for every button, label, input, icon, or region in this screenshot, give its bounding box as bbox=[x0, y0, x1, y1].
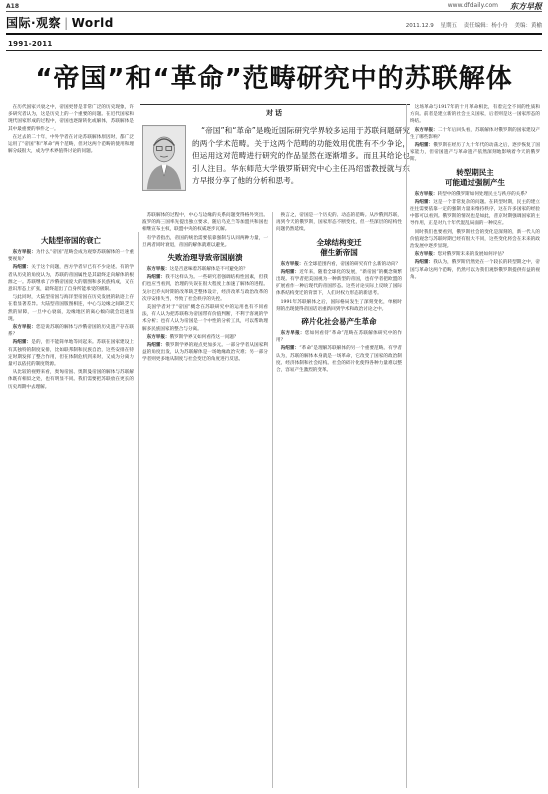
paragraph bbox=[276, 345, 402, 374]
intro-label: 对话 bbox=[266, 109, 284, 117]
series-rule bbox=[6, 50, 542, 51]
issue-date: 2011.12.9 bbox=[405, 23, 434, 29]
paragraph bbox=[8, 249, 134, 263]
speaker-label: 东方早报： bbox=[146, 267, 170, 273]
speaker-label: 东方早报： bbox=[280, 331, 305, 337]
speaker-label: 冯绍雷： bbox=[280, 346, 300, 352]
speaker-label: 冯绍雷： bbox=[414, 260, 434, 266]
article-column-1 bbox=[8, 232, 134, 788]
paragraph-text: 1991年苏联解体之后，国际格局发生了深刻变化，单极时刻的出现使得帝国话语重新回到学术和政治讨论之中。 bbox=[276, 299, 402, 312]
speaker-label: 东方早报： bbox=[146, 334, 170, 340]
subheading: 碎片化社会易产生革命 bbox=[301, 317, 377, 327]
paragraph-text: 您对俄罗斯未来的发展如何评估？ bbox=[437, 252, 507, 258]
speaker-label: 东方早报： bbox=[280, 261, 304, 267]
headline: “帝国”和“革命”范畴研究中的苏联解体 bbox=[35, 64, 513, 94]
paragraph-text: 是的，但不能简单地等同起来。苏联在国家建设上有其独特的制度安排，比如联邦制和民族自治，这些安排在特定时期发挥了整合作用，但在体制危机到来时，又成为分离力量可以依托的制度资源。 bbox=[8, 340, 134, 368]
subheading: 转型期民主 可能通过强制产生 bbox=[445, 167, 505, 187]
editor-credit: 责任编辑：杨小舟 bbox=[463, 23, 508, 29]
interviewee-portrait bbox=[142, 125, 186, 191]
speaker-label: 东方早报： bbox=[414, 252, 438, 258]
lead-paragraph: 在历代国家兴衰之中，帝国更替是非常广泛的历史现象，许多研究者认为，这是历史上的一个重要的问题。在近代国家和现代国家形成的过程中，帝国也逐渐转化或解体，苏联解体是其中最重要的事件之一。 bbox=[8, 105, 134, 132]
paragraph bbox=[276, 330, 402, 344]
newspaper-brand: 东方早报 bbox=[510, 2, 542, 11]
speaker-label: 冯绍雷： bbox=[414, 199, 434, 205]
paragraph-text: 换言之，帝国是一个历史的、动态的范畴。从沙俄到苏联，再到今天的俄罗斯，国家形态不断变化，但一些深层的结构性问题仍然延续。 bbox=[276, 213, 402, 233]
paragraph-text: “革命”是理解苏联解体的另一个重要范畴。有学者认为，苏联的解体本身就是一场革命，它改变了国家的政治制度、经济体制和社会结构。社会的碎片化使得各种力量难以整合，容易产生激烈的变革。 bbox=[276, 346, 402, 374]
article-column-2 bbox=[142, 212, 268, 788]
paragraph bbox=[8, 324, 134, 338]
paragraph bbox=[276, 269, 402, 298]
column-divider bbox=[406, 104, 407, 788]
paragraph bbox=[276, 299, 402, 313]
paragraph bbox=[410, 104, 540, 126]
paragraph-text: 有学者指出，帝国的统治需要依靠强制与认同两种力量，一旦两者同时衰退，帝国的解体就难以避免。 bbox=[142, 235, 268, 248]
paragraph-text: 关于这个问题，西方学者早已有不少论述。有的学者从历史的角度认为，苏联的帝国属性是其最终走向解体的根源之一。苏联继承了沙俄帝国庞大的版图和多民族构成，又在意识形态上扩张，最终超出了自身所能承受的极限。 bbox=[8, 265, 134, 293]
paragraph bbox=[8, 369, 134, 391]
paragraph bbox=[410, 229, 540, 251]
paragraph bbox=[142, 266, 268, 273]
section-divider: | bbox=[64, 16, 69, 30]
website-url[interactable]: www.dfdaily.com bbox=[447, 2, 498, 9]
intro-text: “帝国”和“革命”是晚近国际研究学界较多运用于苏联问题研究的两个学术范畴。关于这两个范畴的功能效用优胜有不少争论，但运用这对范畴进行研究的作品显然在逐渐增多。而且其给论也引人注目。华东师范大学俄罗斯研究中心主任冯绍雷教授就与东方早报分享了他的分析和思考。 bbox=[192, 126, 410, 186]
top-rule bbox=[6, 11, 542, 12]
portrait-illustration-icon bbox=[143, 126, 185, 190]
section-header bbox=[6, 14, 542, 32]
issue-weekday: 星期五 bbox=[440, 23, 457, 29]
paragraph bbox=[142, 342, 268, 364]
speaker-label: 冯绍雷： bbox=[280, 269, 300, 275]
paragraph-text: 转型中的俄罗斯如何处理民主与秩序的关系？ bbox=[437, 191, 530, 197]
paragraph-text: 与此同时，大陆型帝国与海洋型帝国在历史发展的轨迹上存在着显著差异。大陆型帝国版图相连，中心与边缘之间缺乏天然的屏障，一旦中心衰弱，边缘地区的离心倾向就会迅速显现。 bbox=[8, 295, 134, 322]
paragraph-text: 从比较的视野来看，奥匈帝国、奥斯曼帝国的解体与苏联解体既有相似之处，也有明显不同。我们需要把苏联放在更长的历史周期中去理解。 bbox=[8, 370, 134, 390]
paragraph-text: 俄罗斯在经历了九十年代的动荡之后，逐步恢复了国家能力，但帝国遗产与革命遗产依然深刻地影响着今天的俄罗斯。 bbox=[410, 143, 540, 163]
paragraph bbox=[142, 212, 268, 234]
section-title-cn: 国际·观察 bbox=[6, 16, 62, 30]
section-title bbox=[6, 14, 114, 31]
paragraph bbox=[142, 304, 268, 333]
paragraph-text: 同时我们也要看到，俄罗斯社会的变化是深刻的，新一代人的价值观念与苏联时期已经有很大不同，这些变化将会在未来的政治发展中逐步显现。 bbox=[410, 229, 540, 250]
paragraph bbox=[276, 261, 402, 268]
paragraph bbox=[410, 142, 540, 164]
subheading: 大陆型帝国的衰亡 bbox=[41, 236, 101, 245]
paragraph bbox=[276, 212, 402, 234]
section-rule bbox=[6, 33, 542, 35]
paragraph bbox=[8, 264, 134, 293]
series-label: 1991-2011 bbox=[8, 40, 53, 48]
interview-intro bbox=[140, 104, 410, 200]
subheading: 全球结构变迁 催生新帝国 bbox=[316, 237, 362, 257]
issue-meta bbox=[401, 21, 542, 29]
paragraph-text: 您是说苏联的解体与沙俄帝国的历史遗产存在联系？ bbox=[8, 325, 134, 338]
lead-paragraph: 在过去的二十年，中外学者在讨论苏联解体原因时，都广泛运用了“帝国”和“革命”两个范畴，但对这两个范畴的使用和理解分歧很大，成为学术界值得讨论的问题。 bbox=[8, 134, 134, 155]
paragraph bbox=[142, 334, 268, 341]
paragraph-text: 苏联解体的过程中，中心与边缘的关系问题变得格外突出。波罗的海三国率先提出独立要求，随后乌克兰等加盟共和国也相继宣布主权，联盟中央的权威逐步瓦解。 bbox=[142, 213, 268, 233]
page-number: A18 bbox=[6, 3, 19, 10]
paragraph-text: 我不这样认为。一些研究者强调结构性因素，但我们也应当看到，治理的失误在很大程度上加速了解体的进程。戈尔巴乔夫时期的改革缺乏整体设计，经济改革与政治改革的次序安排失当，导致了社会秩序的失控。 bbox=[142, 275, 268, 302]
paragraph-text: 俄罗斯学界又如何看待这一问题？ bbox=[169, 334, 239, 340]
paragraph-text: 我认为，俄罗斯仍然处在一个较长的转型期之中，帝国与革命这两个范畴，仍然可以为我们观察俄罗斯提供有益的视角。 bbox=[410, 260, 540, 280]
paragraph bbox=[410, 191, 540, 198]
paragraph-text: 近年来，随着全球化的发展，“新帝国”的概念频繁出现。有学者把美国视为一种新型的帝国，也有学者把欧盟的扩展看作一种后现代的帝国形态。这些讨论实际上反映了国际体系结构变迁的背景下，人们对权力形态的新思考。 bbox=[276, 269, 402, 297]
speaker-label: 东方早报： bbox=[414, 127, 438, 133]
paragraph bbox=[410, 251, 540, 258]
paragraph-text: 美国学者对于“帝国”概念在苏联研究中的运用也有不同看法，有人认为把苏联称为帝国带有价值判断，不利于客观的学术分析；也有人认为帝国是一个中性的分析工具，可以帮助理解多民族国家的整合与分离。 bbox=[142, 305, 268, 332]
section-title-en: World bbox=[71, 16, 114, 30]
paragraph bbox=[410, 127, 540, 141]
speaker-label: 东方早报： bbox=[414, 191, 438, 197]
designer-credit: 美编：黄榆 bbox=[514, 23, 542, 29]
article-column-4 bbox=[410, 104, 540, 788]
column-divider bbox=[138, 232, 139, 788]
paragraph bbox=[8, 339, 134, 368]
paragraph-text: 这场革命与1917年的十月革命相比，有着完全不同的性质和方向。前者是建立新的社会主义国家，后者则是这一国家形态的终结。 bbox=[410, 105, 540, 125]
speaker-label: 冯绍雷： bbox=[12, 340, 32, 346]
speaker-label: 东方早报： bbox=[12, 325, 36, 331]
paragraph-text: 二十年后回头看，苏联解体对俄罗斯的国家建设产生了哪些影响？ bbox=[410, 127, 540, 140]
speaker-label: 冯绍雷： bbox=[146, 343, 166, 349]
paragraph-text: 这是否意味着苏联解体是不可避免的？ bbox=[169, 267, 248, 273]
paragraph-text: 您如何看待“革命”范畴在苏联解体研究中的作用？ bbox=[276, 331, 402, 344]
paragraph bbox=[8, 294, 134, 323]
paragraph bbox=[410, 259, 540, 281]
speaker-label: 东方早报： bbox=[12, 250, 36, 255]
speaker-label: 冯绍雷： bbox=[146, 275, 166, 281]
paragraph-text: 俄罗斯学界的观点更加多元。一部分学者从国家利益的角度出发，认为苏联解体是一场地缘政治灾难；另一部分学者则更多地从制度与社会变迁的角度进行反思。 bbox=[142, 343, 268, 363]
article-column-3 bbox=[276, 212, 402, 788]
paragraph-text: 在全球范围内看，帝国的研究有什么新的动向？ bbox=[303, 261, 401, 267]
subheading: 失败治理导致帝国崩溃 bbox=[167, 253, 243, 263]
paragraph bbox=[142, 235, 268, 249]
paragraph bbox=[142, 274, 268, 303]
paragraph-text: 为什么“帝国”范畴会成为观察苏联解体的一个重要视角？ bbox=[8, 250, 134, 263]
speaker-label: 冯绍雷： bbox=[414, 143, 434, 149]
paragraph-text: 这是一个非常复杂的问题。在转型时期，民主的建立往往需要依靠一定的强制力量来维持秩序，这在许多国家的经验中都可以看到。俄罗斯的情况也是如此，普京时期强调国家的主导作用，正是对九十年代混乱局面的一种反应。 bbox=[410, 199, 540, 227]
speaker-label: 冯绍雷： bbox=[12, 265, 32, 271]
paragraph bbox=[410, 199, 540, 228]
column-divider bbox=[272, 212, 273, 788]
lead-column bbox=[8, 104, 134, 230]
